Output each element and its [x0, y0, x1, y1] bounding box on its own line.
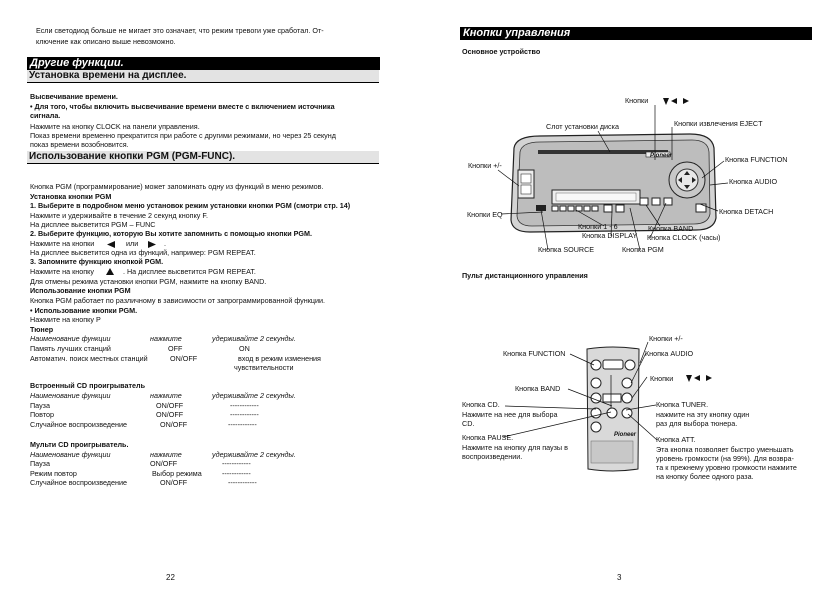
- pgm-use-3: Нажмите на кнопку Р: [30, 315, 101, 324]
- tuner-title: Тюнер: [30, 325, 54, 334]
- pgm-step-1: 1. Выберите в подробном меню установок режим установки кнопки PGM (смотри стр. 14): [30, 201, 351, 210]
- remote-cd-desc-1: Нажмите на нее для выбора: [462, 410, 558, 419]
- remote-att-desc-4: на кнопку более одного раза.: [656, 472, 754, 481]
- pgm-step-3: 3. Запомните функцию кнопкой PGM.: [30, 257, 164, 266]
- pgm-step-3a-post: . На дисплее высветится PGM REPEAT.: [123, 267, 256, 276]
- pgm-step-2a: Нажмите на кнопки: [30, 239, 95, 248]
- remote-left-triangle-icon: [694, 375, 700, 381]
- time-bullet-2: сигнала.: [30, 111, 61, 120]
- label-unit-plus-minus: Кнопки +/-: [468, 161, 502, 170]
- main-unit-title: Основное устройство: [462, 47, 541, 56]
- tuner-header-hold: удерживайте 2 секунды.: [212, 334, 296, 343]
- label-eject: Кнопки извлечения EJECT: [674, 119, 763, 128]
- cd-row-2-hold: ------------: [230, 410, 259, 419]
- pgm-heading-use: Использование кнопки PGM: [30, 286, 131, 295]
- pgm-step-3a: Нажмите на кнопку: [30, 267, 94, 276]
- tuner-row-2-press: ON/OFF: [170, 354, 198, 363]
- cd-title: Встроенный CD проигрыватель: [30, 381, 145, 390]
- intro-line-1: Если светодиод больше не мигает это означает, что режим тревоги уже сработал. От-: [36, 26, 324, 35]
- cd-row-3-name: Случайное воспроизведение: [30, 420, 127, 429]
- remote-down-triangle-icon: [686, 375, 692, 382]
- intro-line-2: ключение как описано выше невозможно.: [36, 37, 176, 46]
- subhead-pgm: Использование кнопки PGM (PGM-FUNC).: [27, 151, 379, 164]
- cd-header-hold: удерживайте 2 секунды.: [212, 391, 296, 400]
- section-title-other-functions: Другие функции.: [27, 57, 380, 70]
- label-source: Кнопка SOURCE: [538, 245, 595, 254]
- section-title-controls: Кнопки управления: [460, 27, 812, 40]
- remote-att-desc-3: та к прежнему уровню громкости нажмите: [656, 463, 797, 472]
- multi-row-3-hold: ------------: [228, 478, 257, 487]
- multi-row-2-press: Выбор режима: [152, 469, 202, 478]
- remote-pause-desc-1: Нажмите на кнопку для паузы в: [462, 443, 568, 452]
- label-unit-audio: Кнопка AUDIO: [729, 177, 778, 186]
- cd-row-2-name: Повтор: [30, 410, 55, 419]
- tuner-row-1-name: Память лучших станций: [30, 344, 111, 353]
- label-remote-function: Кнопка FUNCTION: [503, 349, 566, 358]
- multi-header-hold: удерживайте 2 секунды.: [212, 450, 296, 459]
- pgm-step-2a-or: или: [126, 239, 139, 248]
- label-cd-slot: Слот установки диска: [546, 122, 619, 131]
- multi-row-3-press: ON/OFF: [160, 478, 188, 487]
- time-line-1: Нажмите на кнопку CLOCK на панели управления.: [30, 122, 200, 131]
- pgm-step-1b: На дисплее высветится PGM – FUNC: [30, 220, 156, 229]
- pgm-step-1a: Нажмите и удерживайте в течение 2 секунд кнопку F.: [30, 211, 208, 220]
- label-remote-pause: Кнопка PAUSE.: [462, 433, 514, 442]
- multi-row-2-hold: ------------: [222, 469, 251, 478]
- tuner-row-1-hold: ON: [239, 344, 250, 353]
- tuner-row-2-extra: чувствительности: [234, 363, 294, 372]
- label-one-six: Кнопки 1 - 6: [578, 222, 618, 231]
- time-title: Высвечивание времени.: [30, 92, 118, 101]
- pgm-step-3b: Для отмены режима установки кнопки PGM, нажмите на кнопку BAND.: [30, 277, 267, 286]
- label-remote-att: Кнопка ATT.: [656, 435, 696, 444]
- multi-row-1-hold: ------------: [222, 459, 251, 468]
- pgm-use-2: • Использование кнопки PGM.: [30, 306, 138, 315]
- cd-row-1-press: ON/OFF: [156, 401, 184, 410]
- cd-row-2-press: ON/OFF: [156, 410, 184, 419]
- multi-row-1-name: Пауза: [30, 459, 50, 468]
- tuner-header-name: Наименование функции: [30, 334, 111, 343]
- time-line-3: показ времени возобновится.: [30, 140, 129, 149]
- pgm-step-2a-dot: .: [164, 239, 166, 248]
- cd-row-3-press: ON/OFF: [160, 420, 188, 429]
- pgm-heading-setup: Установка кнопки PGM: [30, 192, 112, 201]
- label-pgm: Кнопка PGM: [622, 245, 664, 254]
- brand-logo-unit: Pioneer: [650, 153, 673, 159]
- brand-logo-remote: Pioneer: [614, 432, 637, 438]
- tuner-header-press: нажмите: [150, 334, 182, 343]
- label-detach: Кнопка DETACH: [719, 207, 774, 216]
- label-remote-tuner: Кнопка TUNER.: [656, 400, 709, 409]
- cd-row-3-hold: ------------: [228, 420, 257, 429]
- label-unit-band: Кнопка BAND: [648, 224, 694, 233]
- remote-right-triangle-icon: [706, 375, 712, 381]
- tuner-row-2-hold: вход в режим изменения: [238, 354, 321, 363]
- pgm-step-2: 2. Выберите функцию, которую Вы хотите запомнить с помощью кнопки PGM.: [30, 229, 312, 238]
- label-display: Кнопка DISPLAY: [582, 231, 638, 240]
- cd-row-1-name: Пауза: [30, 401, 50, 410]
- label-unit-nav-buttons: Кнопки: [625, 96, 649, 105]
- label-remote-plus-minus: Кнопки +/-: [649, 334, 683, 343]
- pgm-step-2b: На дисплее высветится одна из функций, например: PGM REPEAT.: [30, 248, 256, 257]
- pgm-use-1: Кнопка PGM работает по различному в зависимости от запрограммированной функции.: [30, 296, 326, 305]
- label-eq: Кнопки EQ: [467, 210, 503, 219]
- cd-header-name: Наименование функции: [30, 391, 111, 400]
- remote-title: Пульт дистанционного управления: [462, 271, 588, 280]
- remote-tuner-desc-2: раз для выбора тюнера.: [656, 419, 738, 428]
- label-clock: Кнопка CLOCK (часы): [647, 233, 721, 242]
- multi-header-press: нажмите: [150, 450, 182, 459]
- remote-tuner-desc-1: нажмите на эту кнопку один: [656, 410, 750, 419]
- multi-row-2-name: Режим повтор: [30, 469, 77, 478]
- tuner-row-2-name: Автоматич. поиск местных станций: [30, 354, 148, 363]
- cd-row-1-hold: ------------: [230, 401, 259, 410]
- multi-row-3-name: Случайное воспроизведение: [30, 478, 127, 487]
- remote-pause-desc-2: воспроизведении.: [462, 452, 523, 461]
- cd-header-press: нажмите: [150, 391, 182, 400]
- multi-title: Мульти CD проигрыватель.: [30, 440, 129, 449]
- remote-att-desc-1: Эта кнопка позволяет быстро уменьшать: [656, 445, 794, 454]
- label-remote-audio: Кнопка AUDIO: [645, 349, 694, 358]
- pgm-intro: Кнопка PGM (программирование) может запоминать одну из функций в меню режимов.: [30, 182, 324, 191]
- multi-row-1-press: ON/OFF: [150, 459, 178, 468]
- label-unit-function: Кнопка FUNCTION: [725, 155, 788, 164]
- tuner-row-1-press: OFF: [168, 344, 183, 353]
- label-remote-cd: Кнопка CD.: [462, 400, 500, 409]
- multi-header-name: Наименование функции: [30, 450, 111, 459]
- page-number-right: 3: [617, 573, 622, 582]
- time-bullet-1: • Для того, чтобы включить высвечивание времени вместе с включением источника: [30, 102, 335, 111]
- time-line-2: Показ времени временно прекратится при работе с другими режимами, но через 25 секунд: [30, 131, 336, 140]
- label-remote-band: Кнопка BAND: [515, 384, 561, 393]
- remote-cd-desc-2: CD.: [462, 419, 475, 428]
- subhead-time-display: Установка времени на дисплее.: [27, 70, 379, 83]
- label-remote-nav-buttons: Кнопки: [650, 374, 674, 383]
- remote-att-desc-2: уровень громкости (на 99%). Для возвра-: [656, 454, 794, 463]
- page-number-left: 22: [166, 573, 175, 582]
